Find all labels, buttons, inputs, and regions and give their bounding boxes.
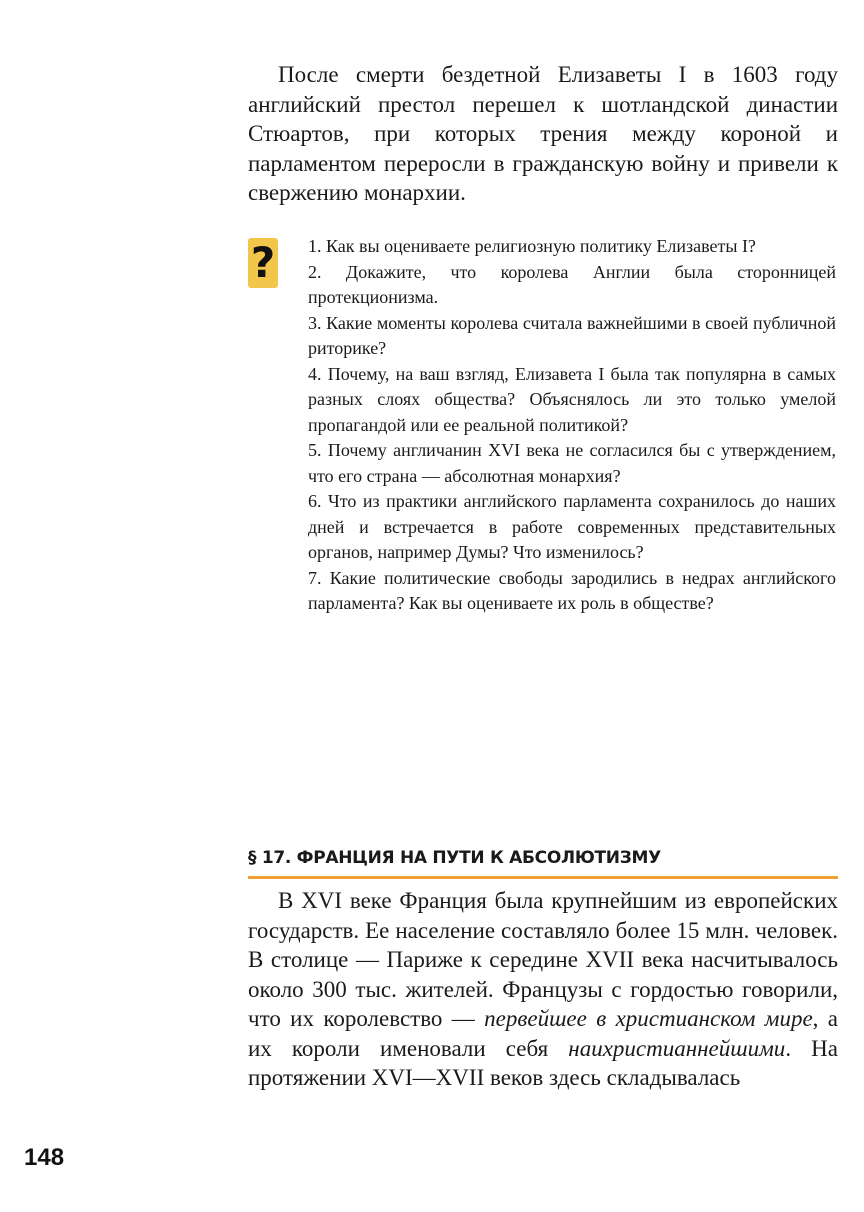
section-divider	[248, 876, 838, 879]
question-mark-icon	[248, 238, 278, 288]
intro-paragraph: После смерти бездетной Елизаветы I в 1603 году английский престол перешел к шотландской династии Стюартов, при которых трения между короной и парламентом переросли в гражданскую войну и привели к свержению монархии.	[248, 62, 838, 205]
question-item: 2. Докажите, что королева Англии была сторонницей протекционизма.	[308, 261, 836, 307]
section-heading: § 17. ФРАНЦИЯ НА ПУТИ К АБСОЛЮТИЗМУ	[248, 848, 661, 868]
paragraph-text: , а их короли именовали себя	[248, 1006, 838, 1061]
question-item: 7. Какие политические свободы зародились в недрах английского парламента? Как вы оцениваете их роль в обществе?	[308, 567, 836, 613]
emphasis-text: первейшее в христианском мире	[484, 1006, 813, 1031]
page-number: 148	[24, 1144, 65, 1171]
question-item: 4. Почему, на ваш взгляд, Елизавета I была так популярна в самых разных слоях общества? Объяснялось ли это только умелой пропагандой или ее реальной политикой?	[308, 363, 836, 435]
question-item: 1. Как вы оцениваете религиозную политику Елизаветы I?	[308, 236, 756, 256]
paragraph-text: В XVI веке Франция была крупнейшим из европейских государств. Ее население составляло более 15 млн. человек. В столице — Париже к середине XVII века насчитывалось около 300 тыс. жителей. Французы с гордостью говорили, что их королевство —	[248, 888, 838, 1031]
question-item: 5. Почему англичанин XVI века не согласился бы с утверждением, что его страна — абсолютная монархия?	[308, 440, 836, 486]
question-item: 3. Какие моменты королева считала важнейшими в своей публичной риторике?	[308, 312, 836, 358]
section-paragraph	[248, 886, 838, 1093]
paragraph-text: . На протяжении XVI—XVII веков здесь складывалась	[248, 1035, 838, 1090]
emphasis-text: наихристианнейшими	[568, 1035, 786, 1061]
questions-list	[308, 234, 836, 617]
question-item: 6. Что из практики английского парламента сохранилось до наших дней и встречается в работе современных представительных органов, например Думы? Что изменилось?	[308, 491, 836, 562]
question-mark-glyph: ?	[250, 238, 276, 287]
